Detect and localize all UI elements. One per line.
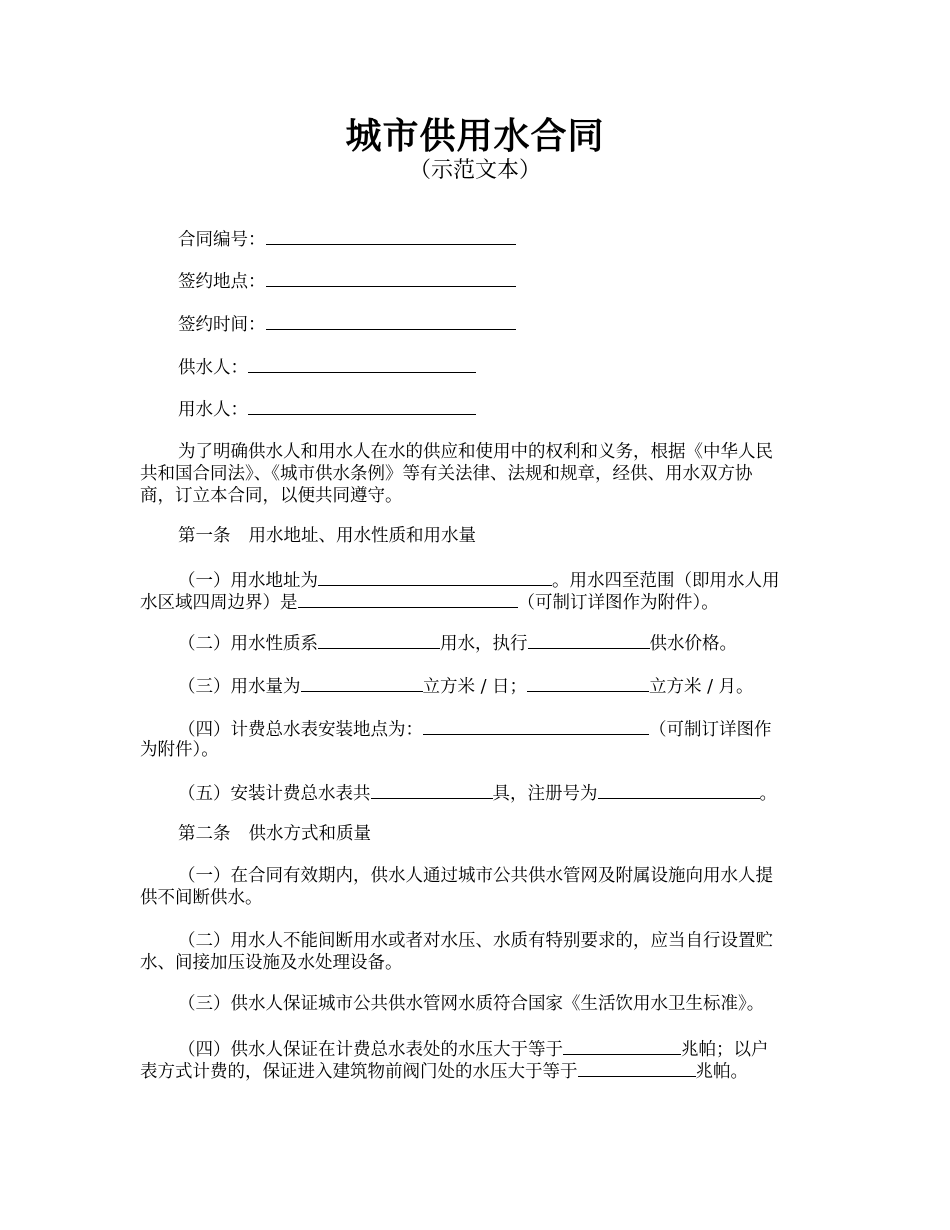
boundary-blank [298,589,518,608]
field-label: 供水人： [178,358,248,378]
meter-count-blank [371,780,493,799]
field-label: 签约地点： [178,272,266,292]
item-text: （四）供水人保证在计费总水表处的水压大于等于 [178,1040,563,1060]
item-text: 具，注册号为 [492,784,598,804]
item-text: 水区域四周边界）是 [140,593,298,613]
item-text: 用水，执行 [440,634,528,654]
water-nature-blank [318,630,440,649]
field-user [140,396,848,422]
item-text: 兆帕。 [695,1062,748,1082]
article-2-item-1: （一）在合同有效期内，供水人通过城市公共供水管网及附属设施向用水人提 [178,866,773,886]
item-text: 表方式计费的，保证进入建筑物前阀门处的水压大于等于 [140,1062,578,1082]
preamble-line: 共和国合同法》、《城市供水条例》等有关法律、法规和规章，经供、用水双方协 [140,464,753,484]
field-label: 签约时间： [178,315,266,335]
pressure-blank [563,1036,681,1055]
item-text: （可制订详图作为附件）。 [517,593,719,613]
article-1-heading [140,524,848,548]
field-supplier [140,354,848,380]
user-blank [248,396,476,415]
registration-no-blank [598,780,760,799]
item-text: 立方米 / 月。 [649,677,754,697]
field-sign-time [140,311,848,337]
document-title: 城市供用水合同 [345,115,605,157]
meter-location-blank [423,716,649,735]
article-title: 用水地址、用水性质和用水量 [248,526,476,546]
item-text: （四）计费总水表安装地点为： [178,720,423,740]
sign-time-blank [266,311,516,330]
article-2-item-4-cont [140,1058,810,1084]
sign-place-blank [266,268,516,287]
article-title: 供水方式和质量 [248,824,371,844]
preamble-line: 为了明确供水人和用水人在水的供应和使用中的权利和义务，根据《中华人民 [178,442,773,462]
field-contract-no [140,226,848,252]
item-text: （三）用水量为 [178,677,301,697]
article-2-item-3: （三）供水人保证城市公共供水管网水质符合国家《生活饮用水卫生标准》。 [178,994,765,1014]
item-text: 兆帕；以户 [681,1040,769,1060]
article-2-heading [140,822,848,846]
item-text: （一）用水地址为 [178,571,318,591]
water-address-blank [318,567,552,586]
article-1-item-5 [140,780,848,806]
item-text: 。 [759,784,777,804]
article-2-item-1-cont: 供不间断供水。 [140,888,263,908]
article-1-item-3 [140,673,848,699]
article-2-item-2: （二）用水人不能间断用水或者对水压、水质有特别要求的，应当自行设置贮 [178,931,773,951]
item-text: （可制订详图作 [649,720,772,740]
price-blank [528,630,650,649]
contract-no-blank [266,226,516,245]
item-text: （二）用水性质系 [178,634,318,654]
article-1-item-1-cont [140,589,810,615]
field-label: 用水人： [178,400,248,420]
preamble-line: 商，订立本合同，以便共同遵守。 [140,486,403,506]
article-1-item-2 [140,630,848,656]
building-pressure-blank [578,1058,696,1077]
article-number: 第一条 [178,526,231,546]
field-label: 合同编号： [178,230,266,250]
article-2-item-2-cont: 水、间接加压设施及水处理设备。 [140,953,403,973]
supplier-blank [248,354,476,373]
article-1-item-4-cont: 为附件）。 [140,740,219,760]
article-number: 第二条 [178,824,231,844]
monthly-volume-blank [527,673,649,692]
item-text: 立方米 / 日； [422,677,528,697]
item-text: 。用水四至范围（即用水人用 [552,571,780,591]
daily-volume-blank [301,673,423,692]
field-sign-place [140,268,848,294]
item-text: （五）安装计费总水表共 [178,784,371,804]
item-text: 供水价格。 [649,634,737,654]
document-subtitle: （示范文本） [408,158,541,183]
